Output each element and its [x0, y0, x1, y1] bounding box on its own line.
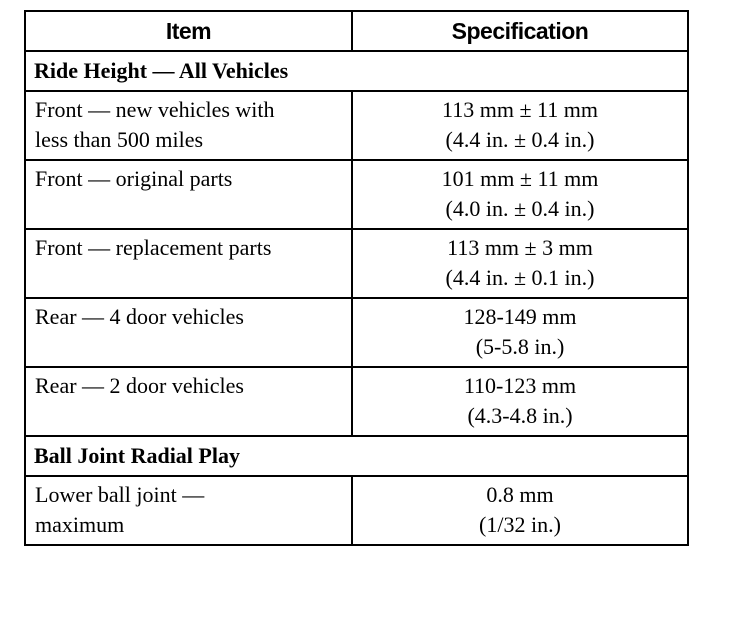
table-row	[25, 298, 688, 367]
column-header-item: Item	[25, 11, 352, 51]
item-text: less than 500 miles	[35, 127, 204, 152]
spec-imperial: (4.3-4.8 in.)	[467, 403, 573, 428]
spec-metric: 110-123 mm	[463, 373, 577, 398]
header-row	[25, 11, 688, 51]
spec-cell	[352, 229, 688, 298]
spec-metric: 0.8 mm	[486, 482, 554, 507]
table-row	[25, 476, 688, 545]
item-cell	[25, 476, 352, 545]
spec-metric: 101 mm ± 11 mm	[441, 166, 599, 191]
spec-imperial: (4.0 in. ± 0.4 in.)	[445, 196, 595, 221]
item-text: Front — replacement parts	[35, 235, 272, 260]
section-row-ride-height	[25, 51, 688, 91]
item-cell	[25, 229, 352, 298]
spec-imperial: (1/32 in.)	[479, 512, 561, 537]
column-header-specification: Specification	[352, 11, 688, 51]
section-row-ball-joint	[25, 436, 688, 476]
item-text: Front — original parts	[35, 166, 233, 191]
spec-imperial: (4.4 in. ± 0.4 in.)	[445, 127, 595, 152]
item-cell	[25, 367, 352, 436]
item-text: Rear — 2 door vehicles	[35, 373, 244, 398]
specification-table	[24, 10, 689, 546]
spec-cell	[352, 367, 688, 436]
item-text: Rear — 4 door vehicles	[35, 304, 244, 329]
section-title: Ball Joint Radial Play	[25, 436, 688, 476]
section-title: Ride Height — All Vehicles	[25, 51, 688, 91]
table-row	[25, 367, 688, 436]
spec-cell	[352, 298, 688, 367]
spec-cell	[352, 160, 688, 229]
table-row	[25, 229, 688, 298]
spec-cell	[352, 91, 688, 160]
item-text: Front — new vehicles with	[35, 97, 275, 122]
spec-cell	[352, 476, 688, 545]
spec-metric: 128-149 mm	[463, 304, 577, 329]
table-row	[25, 160, 688, 229]
spec-imperial: (4.4 in. ± 0.1 in.)	[445, 265, 595, 290]
item-text: maximum	[35, 512, 125, 537]
item-cell	[25, 160, 352, 229]
spec-metric: 113 mm ± 11 mm	[442, 97, 598, 122]
spec-metric: 113 mm ± 3 mm	[447, 235, 593, 260]
item-cell	[25, 298, 352, 367]
table-row	[25, 91, 688, 160]
item-text: Lower ball joint —	[35, 482, 205, 507]
spec-imperial: (5-5.8 in.)	[475, 334, 565, 359]
item-cell	[25, 91, 352, 160]
